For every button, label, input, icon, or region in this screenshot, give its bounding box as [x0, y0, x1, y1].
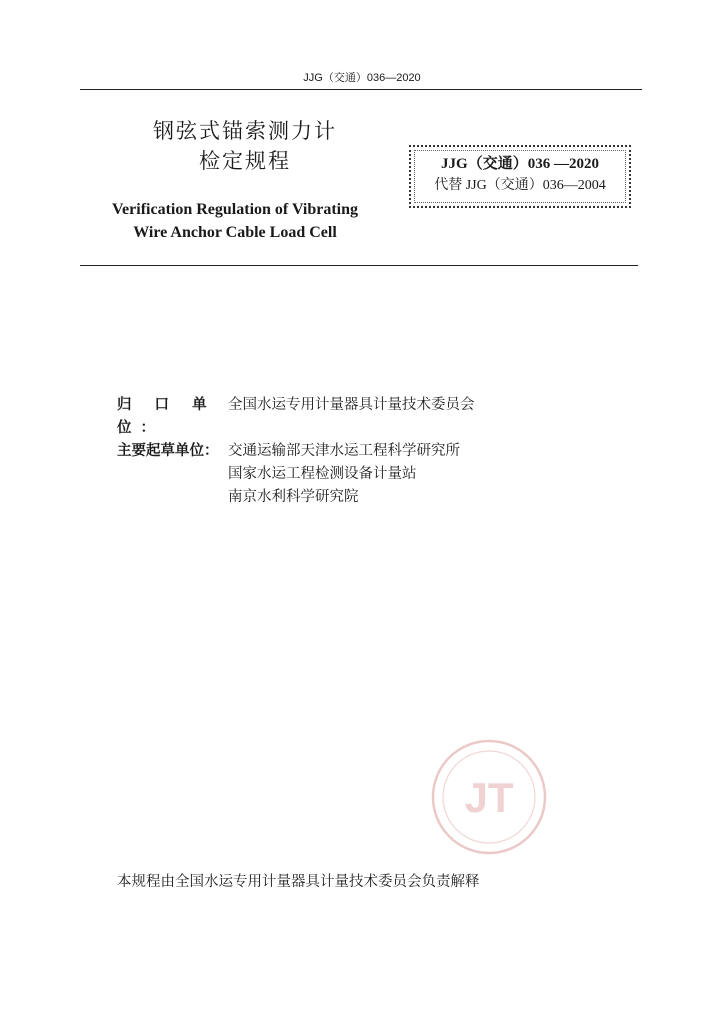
drafters-label: 主要起草单位： — [117, 443, 219, 459]
jt-seal-watermark — [430, 738, 548, 856]
drafter-item: 国家水运工程检测设备计量站 — [228, 466, 417, 482]
standard-code-box — [409, 145, 631, 208]
owner-value: 全国水运专用计量器具计量技术委员会 — [228, 397, 475, 413]
drafters-list — [228, 440, 460, 509]
owner-label: 归 口 单 位： — [117, 397, 216, 436]
owner-row — [117, 394, 475, 440]
title-chinese — [100, 116, 390, 176]
drafter-item: 交通运输部天津水运工程科学研究所 — [228, 443, 460, 459]
title-rule — [80, 265, 638, 266]
title-english-line1: Verification Regulation of Vibrating — [111, 201, 359, 218]
document-code-header: JJG（交通）036—2020 — [303, 72, 421, 84]
drafter-item: 南京水利科学研究院 — [228, 489, 359, 505]
drafters-row — [117, 440, 460, 509]
header-rule — [80, 89, 642, 90]
interpretation-note: 本规程由全国水运专用计量器具计量技术委员会负责解释 — [117, 874, 480, 890]
standard-code: JJG（交通）036 —2020 — [441, 156, 599, 172]
seal-text: JT — [464, 774, 514, 821]
title-chinese-line1: 钢弦式锚索测力计 — [153, 119, 337, 143]
title-english — [80, 198, 390, 244]
title-english-line2: Wire Anchor Cable Load Cell — [133, 224, 337, 241]
replaces-code: 代替 JJG（交通）036—2004 — [434, 178, 606, 193]
title-chinese-line2: 检定规程 — [199, 149, 291, 173]
